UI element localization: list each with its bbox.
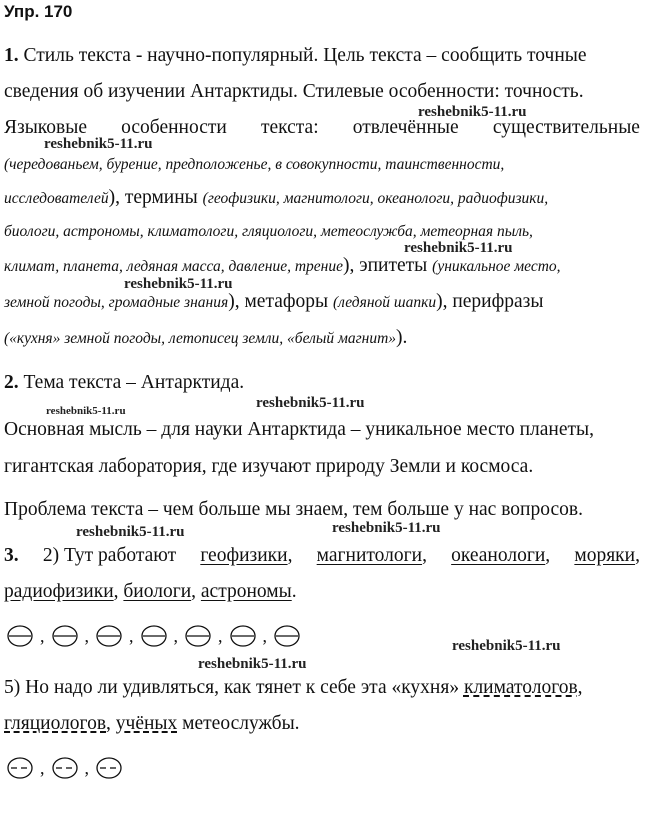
watermark: reshebnik5-11.ru — [404, 240, 513, 256]
circled-minus-icon — [229, 624, 257, 648]
watermark: reshebnik5-11.ru — [256, 395, 365, 411]
exercise-title: Упр. 170 — [4, 2, 73, 21]
s3-number: 3. — [4, 545, 19, 566]
watermark-small: reshebnik5-11.ru — [46, 405, 126, 417]
circled-dashed-line-icon — [6, 756, 34, 780]
watermark: reshebnik5-11.ru — [418, 104, 527, 120]
symbol-row-1: , , , , , , — [6, 624, 301, 648]
watermark: reshebnik5-11.ru — [332, 520, 441, 536]
s2-line-1: 2. Тема текста – Антарктида. — [4, 372, 245, 393]
circled-dashed-line-icon — [51, 756, 79, 780]
watermark: reshebnik5-11.ru — [452, 638, 561, 654]
s1-line-9: («кухня» земной погоды, летописец земли, «белый магнит»). — [4, 327, 408, 348]
s1-line-2: сведения об изучении Антарктиды. Стилевые особенности: точность. — [4, 81, 584, 102]
s1-line-1: 1. Стиль текста - научно-популярный. Цель текста – сообщить точные — [4, 45, 587, 66]
s1-number: 1. — [4, 45, 19, 66]
circled-minus-icon — [273, 624, 301, 648]
watermark: reshebnik5-11.ru — [76, 524, 185, 540]
s2-line-4: Проблема текста – чем больше мы знаем, тем больше у нас вопросов. — [4, 499, 583, 520]
circled-minus-icon — [51, 624, 79, 648]
symbol-row-2: , , — [6, 756, 123, 780]
s1-line-3: Языковые особенности текста: отвлечённые существительные — [4, 117, 640, 138]
s3-line-3: 5) Но надо ли удивляться, как тянет к себе эта «кухня» климатологов, — [4, 677, 583, 698]
s2-number: 2. — [4, 372, 19, 393]
s3-line-1: 3. 2) Тут работают геофизики, магнитологи, океанологи, моряки, — [4, 545, 640, 566]
watermark: reshebnik5-11.ru — [124, 276, 233, 292]
s1-line-4: (чередованьем, бурение, предположенье, в совокупности, таинственности, — [4, 156, 505, 173]
s1-line-5: исследователей), термины (геофизики, магнитологи, океанологи, радиофизики, — [4, 187, 549, 208]
s1-line-8: земной погоды, громадные знания), метафоры (ледяной шапки), перифразы — [4, 291, 544, 312]
s2-line-2: Основная мысль – для науки Антарктида – уникальное место планеты, — [4, 419, 594, 440]
circled-minus-icon — [140, 624, 168, 648]
circled-minus-icon — [95, 624, 123, 648]
s2-line-3: гигантская лаборатория, где изучают природу Земли и космоса. — [4, 456, 534, 477]
circled-minus-icon — [6, 624, 34, 648]
s1-line-6: биологи, астрономы, климатологи, гляциологи, метеослужба, метеорная пыль, — [4, 223, 533, 240]
circled-dashed-line-icon — [95, 756, 123, 780]
s3-line-4: гляциологов, учёных метеослужбы. — [4, 713, 300, 734]
s3-line-2: радиофизики, биологи, астрономы. — [4, 581, 297, 602]
watermark: reshebnik5-11.ru — [44, 136, 153, 152]
circled-minus-icon — [184, 624, 212, 648]
s1-line-7: климат, планета, ледяная масса, давление, трение), эпитеты (уникальное место, — [4, 255, 561, 276]
watermark: reshebnik5-11.ru — [198, 656, 307, 672]
